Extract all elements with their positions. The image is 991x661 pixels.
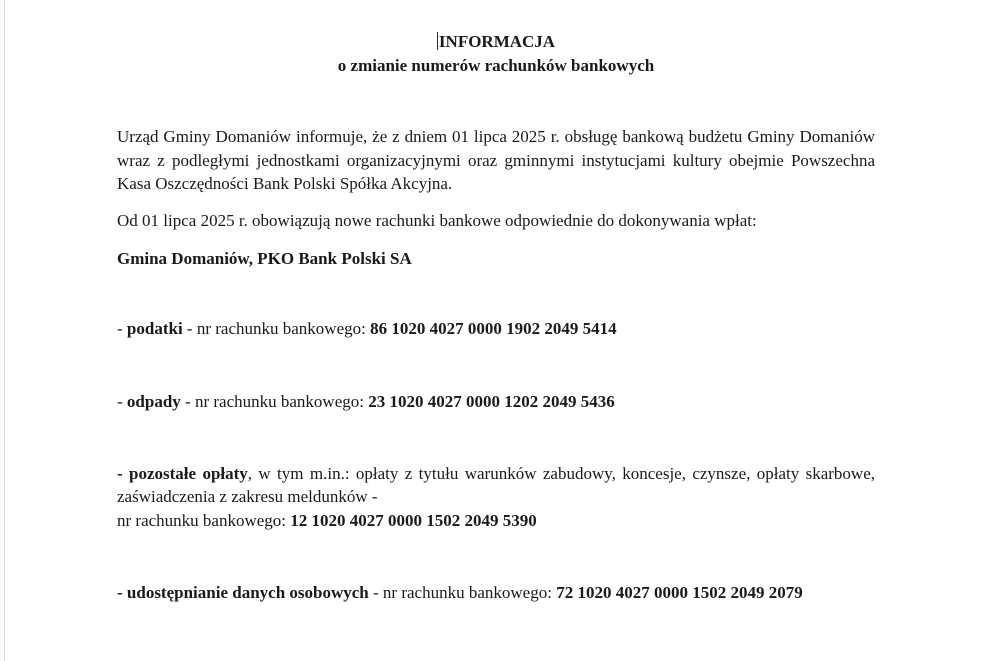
account-entry-odpady [117, 390, 875, 414]
account-entry-podatki [117, 317, 875, 341]
entry-label: - pozostałe opłaty [117, 463, 248, 483]
document-page [117, 30, 875, 605]
entry-label: - udostępnianie danych osobowych [117, 583, 369, 602]
document-title: INFORMACJA [438, 32, 556, 51]
entry-label: odpady [126, 392, 181, 411]
account-entry-udostepnianie-danych [117, 581, 875, 605]
text-cursor-icon [437, 32, 438, 50]
entry-separator-text: - nr rachunku bankowego: [180, 392, 369, 411]
account-number: 23 1020 4027 0000 1202 2049 5436 [368, 392, 615, 411]
intro-paragraph: Urząd Gminy Domaniów informuje, że z dniem 01 lipca 2025 r. obsługę bankową budżetu Gminy Domaniów wraz z podległymi jednostkami organizacyjnymi oraz gminnymi instytucjami kultury obejmie Powszechna Kasa Oszczędności Bank Polski Spółka Akcyjna. [117, 127, 875, 193]
entry-lead-text: nr rachunku bankowego: [117, 510, 291, 530]
bank-header: Gmina Domaniów, PKO Bank Polski SA [117, 249, 412, 268]
account-number: 12 1020 4027 0000 1502 2049 5390 [290, 510, 537, 530]
document-subtitle: o zmianie numerów rachunków bankowych [337, 55, 655, 75]
account-number: 86 1020 4027 0000 1902 2049 5414 [370, 318, 617, 338]
entry-separator-text: - nr rachunku bankowego: [368, 583, 557, 602]
entry-separator-text: - nr rachunku bankowego: [182, 318, 371, 338]
entry-label: podatki [126, 318, 183, 338]
page-left-edge [4, 0, 5, 661]
effective-date-paragraph: Od 01 lipca 2025 r. obowiązują nowe rachunki bankowe odpowiednie do dokonywania wpłat: [117, 210, 757, 230]
account-number: 72 1020 4027 0000 1502 2049 2079 [556, 583, 803, 602]
document-heading [117, 30, 875, 77]
entry-dash: - [117, 392, 127, 411]
entry-description: , w tym m.in.: opłaty z tytułu warunków zabudowy, koncesje, czynsze, opłaty skarbowe, zaświadczenia z zakresu meldunków - [117, 463, 875, 506]
entry-dash: - [117, 318, 127, 338]
account-entry-pozostale-oplaty [117, 462, 875, 533]
